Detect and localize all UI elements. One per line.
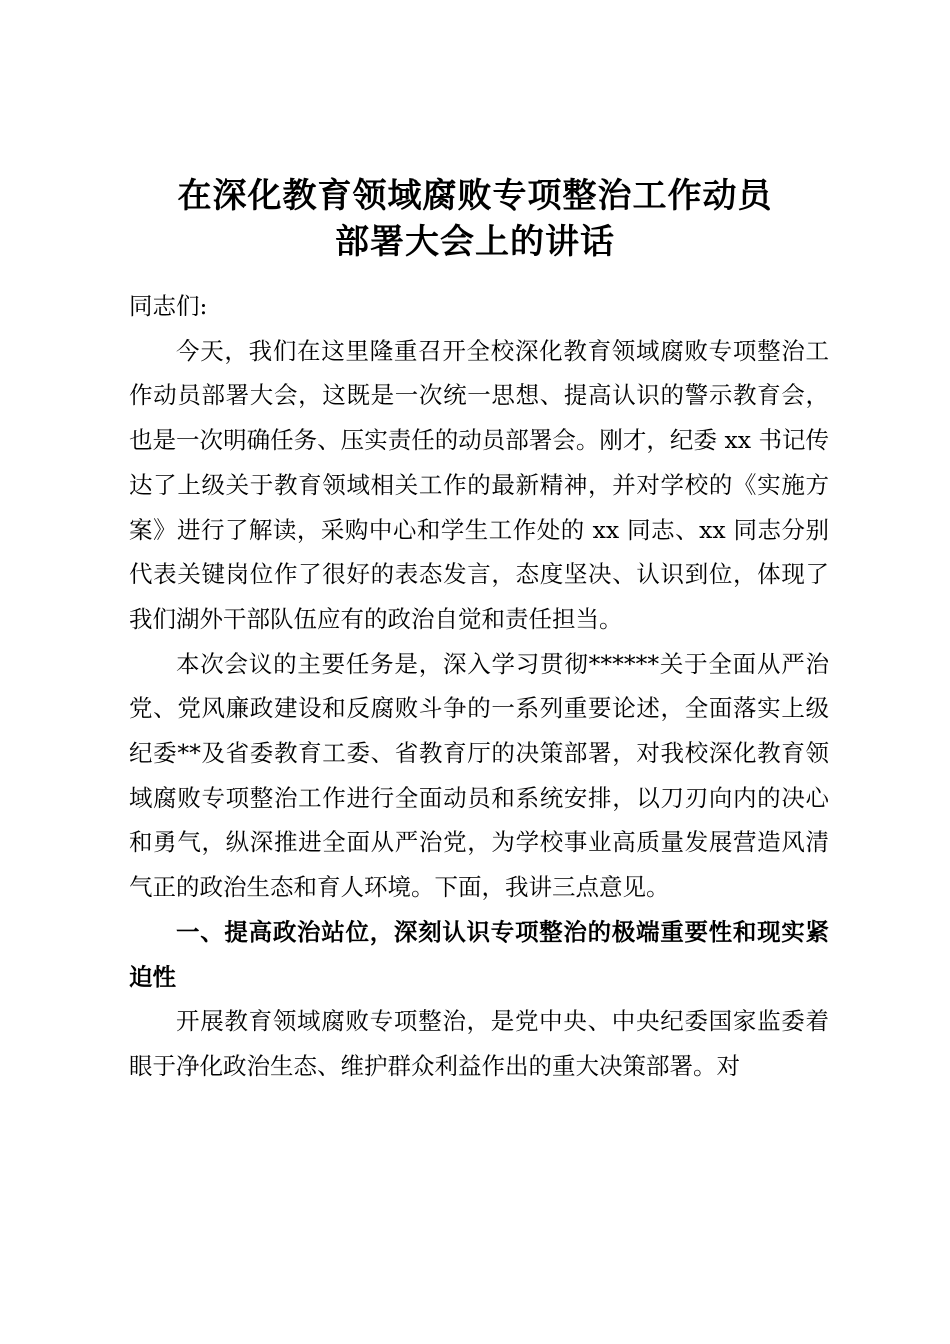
document-title-line-2: 部署大会上的讲话 [335, 222, 615, 262]
paragraph-section-1: 开展教育领域腐败专项整治，是党中央、中央纪委国家监委着眼于净化政治生态、维护群众利益作出的重大决策部署。对 [129, 1007, 829, 1080]
paragraph-meeting-task: 本次会议的主要任务是，深入学习贯彻******关于全面从严治党、党风廉政建设和反腐败斗争的一系列重要论述，全面落实上级纪委**及省委教育工委、省教育厅的决策部署，对我校深化教育领域腐败专项整治工作进行全面动员和系统安排，以刀刃向内的决心和勇气，纵深推进全面从严治党，为学校事业高质量发展营造风清气正的政治生态和育人环境。下面，我讲三点意见。 [129, 649, 829, 902]
document-body [129, 284, 829, 1089]
section-heading-1: 一、提高政治站位，深刻认识专项整治的极端重要性和现实紧迫性 [129, 917, 829, 991]
document-title-line-1: 在深化教育领域腐败专项整治工作动员 [177, 176, 773, 216]
salutation: 同志们: [129, 292, 208, 320]
paragraph-opening: 今天，我们在这里隆重召开全校深化教育领域腐败专项整治工作动员部署大会，这既是一次统一思想、提高认识的警示教育会，也是一次明确任务、压实责任的动员部署会。刚才，纪委 xx 书记传达了上级关于教育领域相关工作的最新精神，并对学校的《实施方案》进行了解读，采购中心和学生工作处的 xx 同志、xx 同志分别代表关键岗位作了很好的表态发言，态度坚决、认识到位，体现了我们湖外干部队伍应有的政治自觉和责任担当。 [129, 336, 829, 633]
